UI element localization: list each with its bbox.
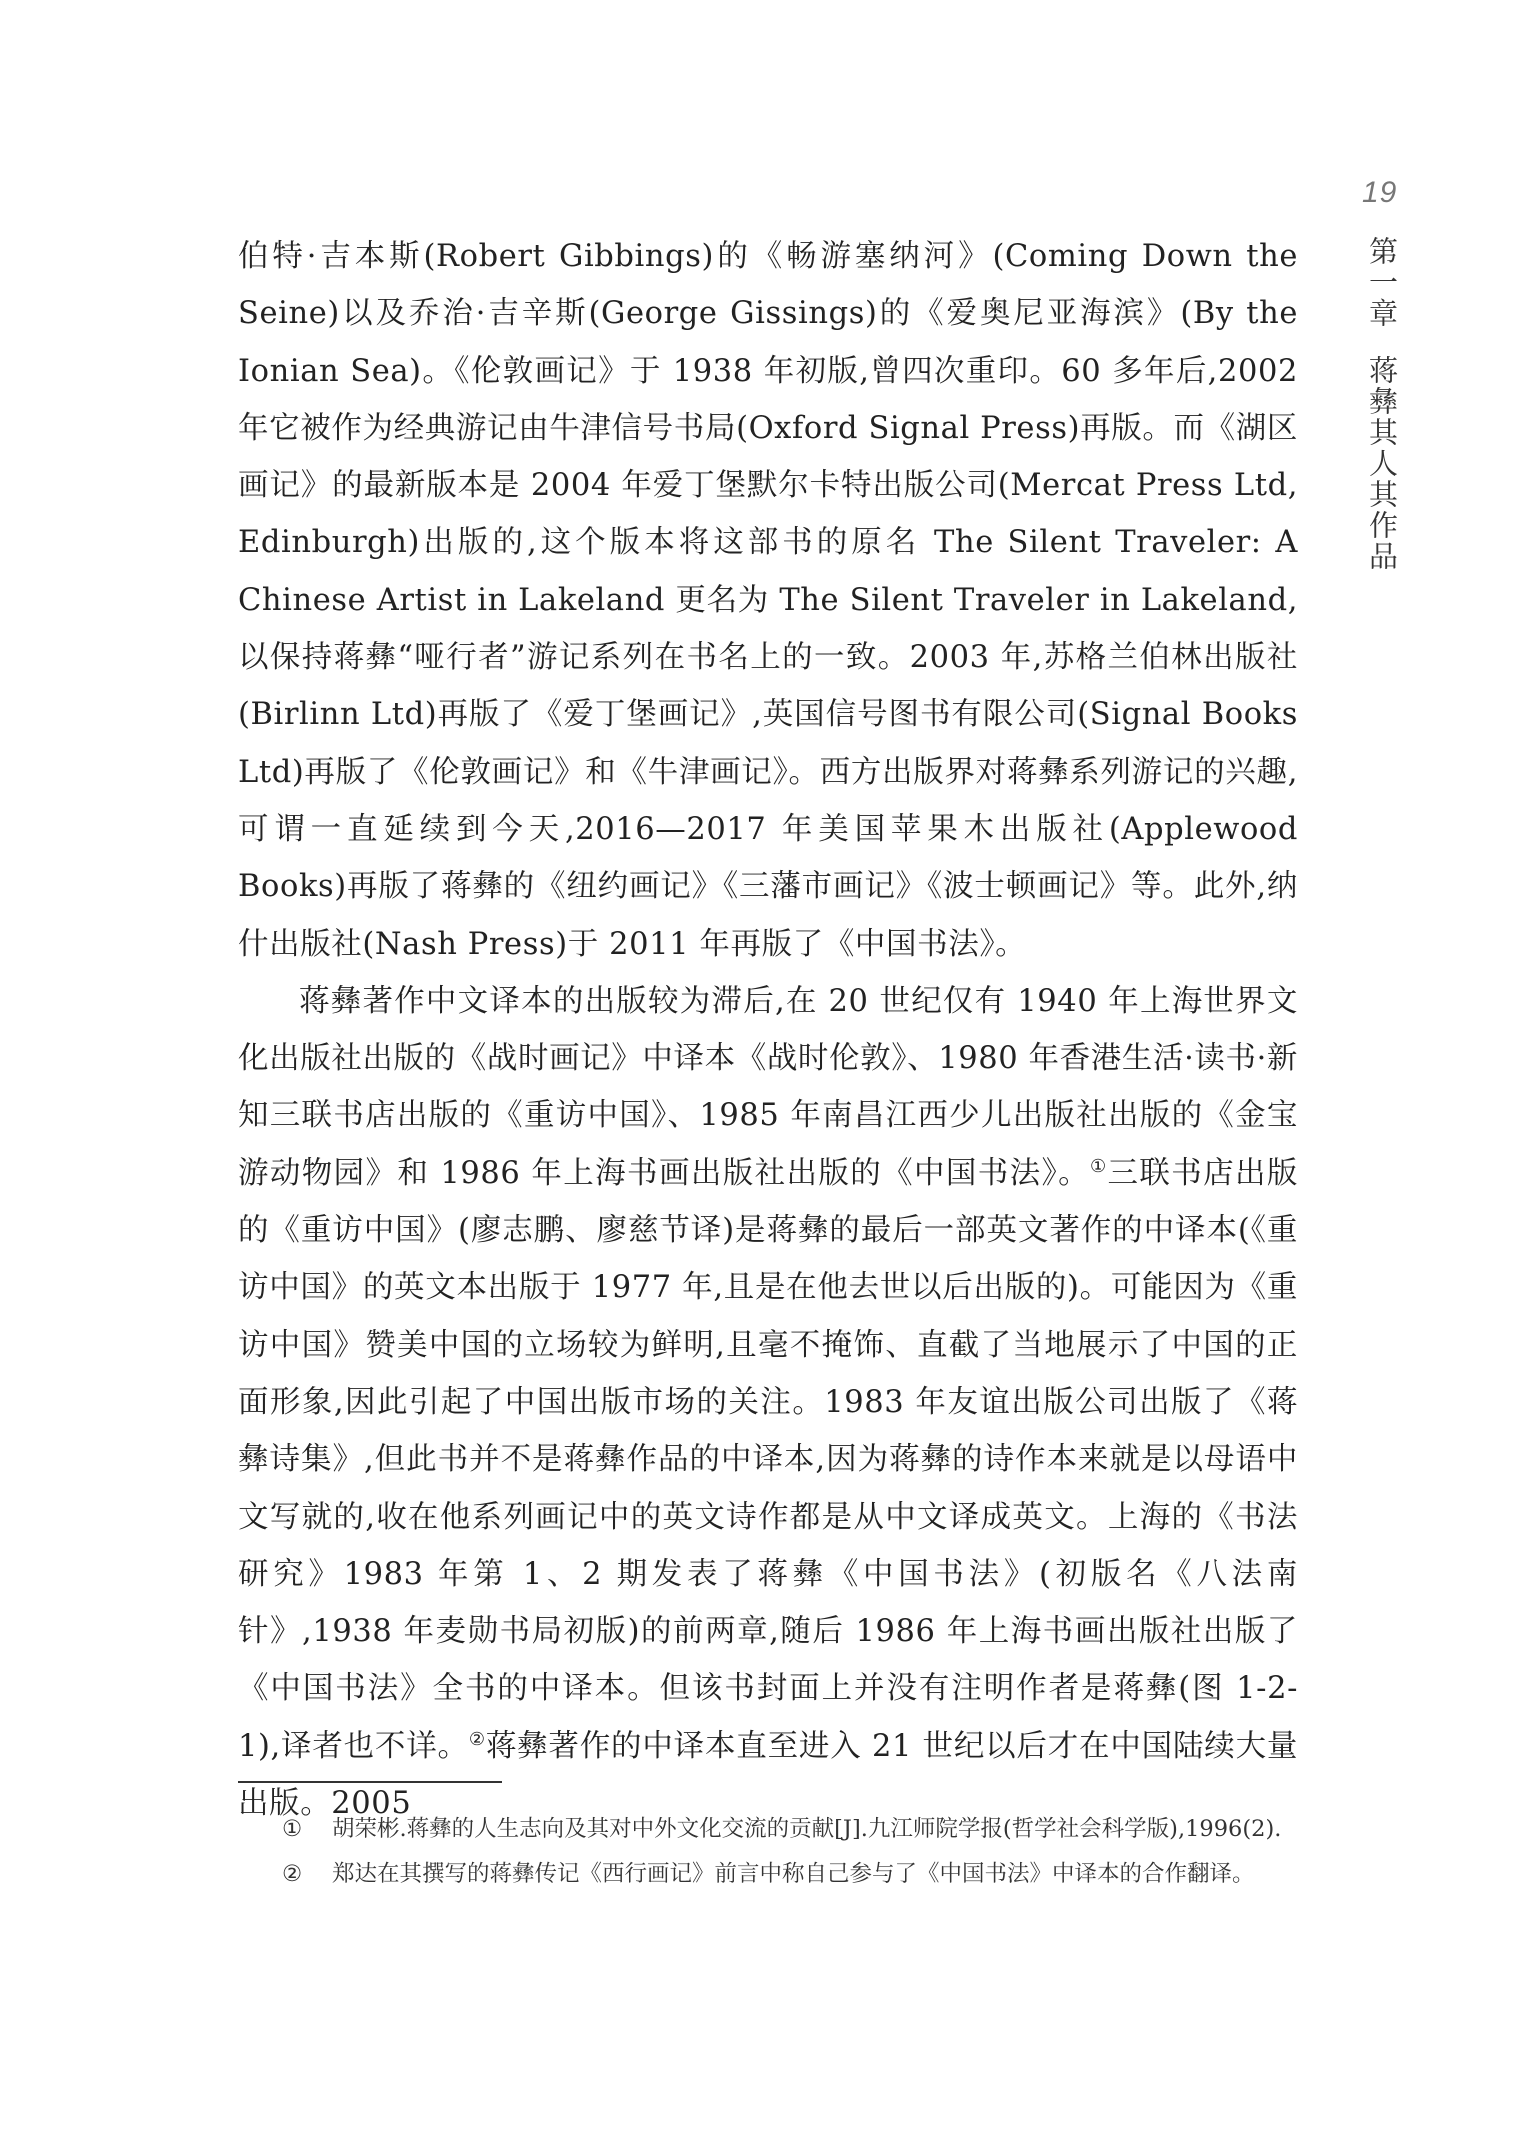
footnote-2-marker: ②	[282, 1861, 303, 1887]
footnote-1-text: 胡荣彬.蒋彝的人生志向及其对中外文化交流的贡献[J].九江师院学报(哲学社会科学版),1996(2).	[332, 1816, 1282, 1842]
footnote-2-text: 郑达在其撰写的蒋彝传记《西行画记》前言中称自己参与了《中国书法》中译本的合作翻译。	[332, 1861, 1255, 1887]
page-number: 19	[1362, 176, 1398, 209]
paragraph-1: 伯特·吉本斯(Robert Gibbings)的《畅游塞纳河》(Coming Down the Seine)以及乔治·吉辛斯(George Gissings)的《爱奥尼亚海滨》(By the Ionian Sea)。《伦敦画记》于 1938 年初版,曾四次重印。60 多年后,2002 年它被作为经典游记由牛津信号书局(Oxford Signal Press)再版。而《湖区画记》的最新版本是 2004 年爱丁堡默尔卡特出版公司(Mercat Press Ltd, Edinburgh)出版的,这个版本将这部书的原名 The Silent Traveler: A Chinese Artist in Lakeland 更名为 The Silent Traveler in Lakeland,以保持蒋彝“哑行者”游记系列在书名上的一致。2003 年,苏格兰伯林出版社(Birlinn Ltd)再版了《爱丁堡画记》,英国信号图书有限公司(Signal Books Ltd)再版了《伦敦画记》和《牛津画记》。西方出版界对蒋彝系列游记的兴趣,可谓一直延续到今天,2016—2017 年美国苹果木出版社(Applewood Books)再版了蒋彝的《纽约画记》《三藩市画记》《波士顿画记》等。此外,纳什出版社(Nash Press)于 2011 年再版了《中国书法》。	[238, 239, 1298, 962]
running-header-chapter: 第一章	[1365, 236, 1399, 329]
paragraph-2-part-3: 蒋彝著作的中译本直至进入 21 世纪以后才在中国陆续大量出版。2005	[238, 1728, 1298, 1822]
running-header	[1358, 236, 1402, 572]
paragraph-2-part-2: 三联书店出版的《重访中国》(廖志鹏、廖慈节译)是蒋彝的最后一部英文著作的中译本(《重访中国》的英文本出版于 1977 年,且是在他去世以后出版的)。可能因为《重访中国》赞美中国的立场较为鲜明,且毫不掩饰、直截了当地展示了中国的正面形象,因此引起了中国出版市场的关注。1983 年友谊出版公司出版了《蒋彝诗集》,但此书并不是蒋彝作品的中译本,因为蒋彝的诗作本来就是以母语中文写就的,收在他系列画记中的英文诗作都是从中文译成英文。上海的《书法研究》1983 年第 1、2 期发表了蒋彝《中国书法》(初版名《八法南针》,1938 年麦勋书局初版)的前两章,随后 1986 年上海书画出版社出版了《中国书法》全书的中译本。但该书封面上并没有注明作者是蒋彝(图 1-2-1),译者也不详。	[238, 1155, 1298, 1764]
paragraph-2	[238, 973, 1298, 1832]
footnote-divider	[238, 1781, 502, 1783]
running-header-title: 蒋彝其人其作品	[1365, 355, 1399, 572]
footnotes	[238, 1812, 1298, 1902]
footnote-1	[238, 1812, 1298, 1847]
footnote-ref-1[interactable]: ①	[1089, 1155, 1108, 1177]
footnote-ref-2[interactable]: ②	[468, 1728, 486, 1750]
body-text	[238, 228, 1298, 1832]
footnote-2	[238, 1857, 1298, 1892]
paragraph-2-part-1: 蒋彝著作中文译本的出版较为滞后,在 20 世纪仅有 1940 年上海世界文化出版社出版的《战时画记》中译本《战时伦敦》、1980 年香港生活·读书·新知三联书店出版的《重访中国》、1985 年南昌江西少儿出版社出版的《金宝游动物园》和 1986 年上海书画出版社出版的《中国书法》。	[238, 983, 1298, 1191]
footnote-1-marker: ①	[282, 1816, 303, 1842]
